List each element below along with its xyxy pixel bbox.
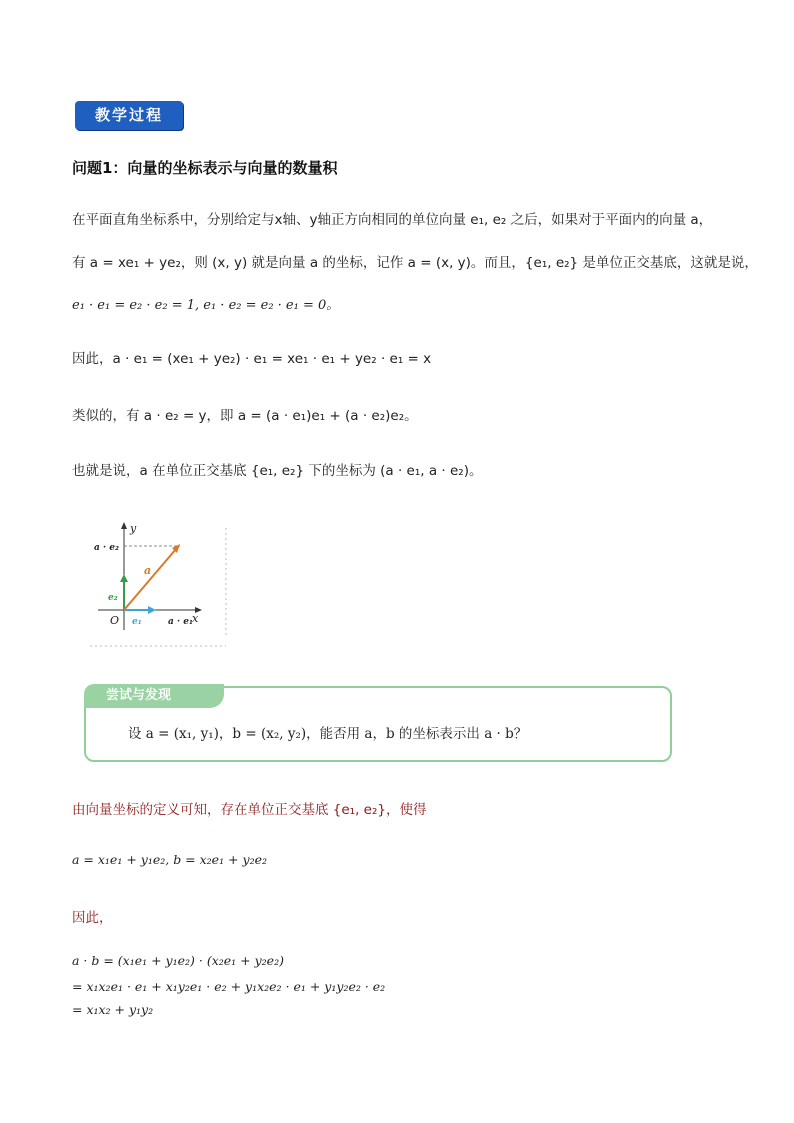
- paragraph-6: 由向量坐标的定义可知，存在单位正交基底 {e₁, e₂}，使得: [72, 802, 427, 818]
- equation-2: a · b = (x₁e₁ + y₁e₂) · (x₂e₁ + y₂e₂): [72, 953, 284, 968]
- try-discover-text: 设 a = (x₁, y₁)，b = (x₂, y₂)，能否用 a，b 的坐标表示出 a · b？: [128, 726, 528, 742]
- paragraph-7: 因此，: [72, 910, 113, 926]
- paragraph-4: 类似的，有 a · e₂ = y，即 a = (a · e₁)e₁ + (a · e₂)e₂。: [72, 408, 418, 424]
- paragraph-1: 在平面直角坐标系中，分别给定与x轴、y轴正方向相同的单位向量 e₁, e₂ 之后，如果对于平面内的向量 a，: [72, 212, 713, 228]
- vector-figure: [88, 518, 238, 653]
- a-label: a: [144, 564, 152, 577]
- paragraph-5: 也就是说，a 在单位正交基底 {e₁, e₂} 下的坐标为 (a · e₁, a · e₂)。: [72, 463, 483, 479]
- equation-4: = x₁x₂ + y₁y₂: [72, 1002, 154, 1017]
- e1-arrowhead: [148, 606, 156, 614]
- question-heading: 问题1：向量的坐标表示与向量的数量积: [72, 159, 338, 177]
- x-label: x: [192, 612, 199, 625]
- paragraph-2b: e₁ · e₁ = e₂ · e₂ = 1, e₁ · e₂ = e₂ · e₁ = 0。: [72, 298, 340, 313]
- try-discover-tab: 尝试与发现: [84, 684, 224, 708]
- equation-1: a = x₁e₁ + y₁e₂, b = x₂e₁ + y₂e₂: [72, 852, 267, 867]
- paragraph-2a: 有 a = xe₁ + ye₂，则 (x, y) 就是向量 a 的坐标，记作 a = (x, y)。而且，{e₁, e₂} 是单位正交基底，这就是说，: [72, 255, 758, 271]
- e2-label: e₂: [108, 593, 118, 603]
- ae1-label: a · e₁: [168, 617, 193, 627]
- e1-label: e₁: [132, 617, 142, 627]
- e2-arrowhead: [120, 574, 128, 582]
- a-vector: [124, 549, 176, 610]
- ae2-label: a · e₂: [94, 543, 119, 553]
- section-tag: 教学过程: [75, 101, 183, 130]
- vector-diagram: [88, 518, 238, 653]
- equation-3: = x₁x₂e₁ · e₁ + x₁y₂e₁ · e₂ + y₁x₂e₂ · e₁ + y₁y₂e₂ · e₂: [72, 979, 386, 994]
- paragraph-3: 因此，a · e₁ = (xe₁ + ye₂) · e₁ = xe₁ · e₁ + ye₂ · e₁ = x: [72, 351, 432, 367]
- y-axis-arrow: [121, 522, 127, 529]
- y-label: y: [130, 522, 137, 535]
- origin-label: O: [110, 614, 120, 627]
